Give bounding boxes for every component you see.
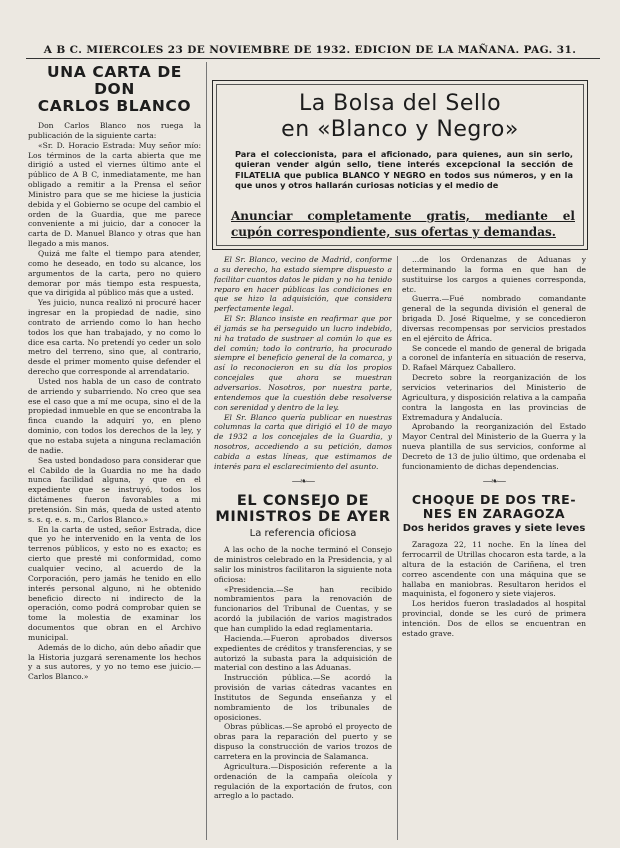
- left-paragraph: «Sr. D. Horacio Estrada: Muy señor mío: Los términos de la carta abierta que me dirigió a usted el viernes último ante el público de A B C, inmediatamente, me han obligado a remitir a la Prensa el señor Ministro para que se me hiciese la justicia debida y el Gobierno se ocupe del cambio el orden de la Guardia, que me parece conveniente a mi juicio, dar a conocer la carta de D. Manuel Blanco y otras que han llegado a mis manos.: [28, 140, 201, 249]
- ad-body: Para el coleccionista, para el aficionado, para quienes, aun sin serlo, quieran vender algún sello, tiene interés excepcional la sección de FILATELIA que publica BLANCO Y NEGRO en todos sus números, y en la que unos y otros hallarán curiosas noticias y el medio de: [235, 149, 573, 191]
- consejo-headline-line-2: MINISTROS DE AYER: [215, 509, 391, 526]
- choque-headline: [402, 493, 586, 521]
- middle-column: [214, 255, 392, 845]
- running-head-text: A B C. MIERCOLES 23 DE NOVIEMBRE DE 1932. EDICION DE LA MAÑANA. PAG. 31.: [43, 44, 577, 56]
- choque-paragraph: Zaragoza 22, 11 noche. En la línea del ferrocarril de Utrillas chocaron esta tarde, a la altura de la estación de Cariñena, el tren correo ascendente con una máquina que se hallaba en maniobras. Resultaron heridos el maquinista, el fogonero y siete viajeros.: [402, 540, 586, 599]
- column-rule: [397, 256, 398, 840]
- choque-headline-line-2: NES EN ZARAGOZA: [422, 506, 566, 522]
- ad-title-line-2: en «Blanco y Negro»: [281, 117, 519, 142]
- right-intro-paragraph: Aprobando la reorganización del Estado Mayor Central del Ministerio de la Guerra y la nueva plantilla de sus servicios, conforme al Decreto de 13 de julio último, que ordenaba el funcionamiento de dichas dependencias.: [402, 422, 586, 471]
- left-paragraph: Yes juicio, nunca realizó ni procuré hacer ingresar en la propiedad de nadie, sino contrato de arriendo como lo han hecho todos los que han trabajado, y no como lo dice esa carta. No pretendí yo ceder un solo metro del terreno, sino que, al contrario, desde el primer momento quise defender el derecho que corresponde al arrendatario.: [28, 298, 201, 377]
- ad-title-line-1: La Bolsa del Sello: [298, 91, 502, 116]
- filatelia-advertisement: [212, 80, 588, 250]
- consejo-headline-line-1: EL CONSEJO DE: [236, 493, 370, 510]
- left-paragraph: Además de lo dicho, aún debo añadir que la Historia juzgará serenamente los hechos y a sus autores, y yo no temo ese juicio.—Carlos Blanco.»: [28, 642, 201, 682]
- left-article: [28, 62, 201, 838]
- ornament-divider: —❧—: [291, 476, 315, 487]
- left-headline: [28, 64, 201, 115]
- header-rule: [26, 58, 600, 59]
- running-head: [0, 44, 620, 56]
- column-rule: [206, 62, 207, 840]
- left-paragraph: Don Carlos Blanco nos ruega la publicación de la siguiente carta:: [28, 121, 201, 140]
- consejo-headline: [214, 493, 392, 525]
- right-intro-paragraph: Decreto sobre la reorganización de los servicios veterinarios del Ministerio de Agricultura, y disposición relativa a la campaña contra la langosta en las provincias de Extremadura y Andalucía.: [402, 373, 586, 422]
- ornament-divider: —❧—: [482, 476, 506, 487]
- right-intro-paragraph: ...de los Ordenanzas de Aduanas y determinando la forma en que han de sustituirse los cargos a quienes corresponda, etc.: [402, 255, 586, 294]
- left-paragraph: Usted nos habla de un caso de contrato de arriendo y subarriendo. No creo que sea ese el caso que a mí me ocupa, sino el de la propiedad inmueble en que se encontraba la finca cuando la adquirí yo, en pleno dominio, con todos los derechos de la ley, y que no estaba sujeta a ninguna reclamación de nadie.: [28, 376, 201, 455]
- left-paragraph: Sea usted bondadoso para considerar que el Cabildo de la Guardia no me ha dado nunca facilidad alguna, y que en el expediente que se instruyó, todos los dictámenes fueron favorables a mi pretensión. Sin más, queda de usted atento s. s. q. e. s. m., Carlos Blanco.»: [28, 455, 201, 524]
- mid-intro-paragraph: El Sr. Blanco, vecino de Madrid, conforme a su derecho, ha estado siempre dispuesto a facilitar cuantos datos le pidan y no ha tenido reparo en hacer públicas las condiciones en que se hizo la adquisición, que considera perfectamente legal.: [214, 255, 392, 314]
- mid-intro-paragraph: El Sr. Blanco quería publicar en nuestras columnas la carta que dirigió el 10 de mayo de 1932 a los concejales de la Guardia, y nosotros, accediendo a su petición, damos cabida a estas líneas, que estimamos de interés para el esclarecimiento del asunto.: [214, 412, 392, 471]
- choque-paragraph: Los heridos fueron trasladados al hospital provincial, donde se les curó de primera intención. Dos de ellos se encuentran en estado grave.: [402, 599, 586, 638]
- right-column: [402, 255, 586, 845]
- right-intro-paragraph: Guerra.—Fué nombrado comandante general de la segunda división el general de brigada D. José Riquelme, y se concedieron diversas recompensas por servicios prestados en el ejército de África.: [402, 294, 586, 343]
- consejo-paragraph: A las ocho de la noche terminó el Consejo de ministros celebrado en la Presidencia, y al salir los ministros facilitaron la siguiente nota oficiosa:: [214, 545, 392, 584]
- consejo-paragraph: Hacienda.—Fueron aprobados diversos expedientes de créditos y transferencias, y se autorizó la subasta para la adquisición de material con destino a las Aduanas.: [214, 633, 392, 673]
- consejo-paragraph: Instrucción pública.—Se acordó la provisión de varias cátedras vacantes en Institutos de Segunda enseñanza y el nombramiento de los tribunales de oposiciones.: [214, 673, 392, 722]
- left-headline-line-1: UNA CARTA DE DON: [47, 63, 182, 98]
- left-paragraph: Quizá me falte el tiempo para atender, como he deseado, en todo su alcance, los argumentos de la carta, pero no quiero demorar por más tiempo esta respuesta, que va dirigida al público más que a usted.: [28, 248, 201, 298]
- ad-emphasis: Anunciar completamente gratis, mediante el cupón correspondiente, sus ofertas y demandas.: [231, 209, 575, 239]
- left-headline-line-2: CARLOS BLANCO: [37, 97, 192, 115]
- consejo-paragraph: Agricultura.—Disposición referente a la ordenación de la campaña oleícola y regulación de la exportación de frutos, con arreglo a lo pactado.: [214, 761, 392, 801]
- consejo-subhead: La referencia oficiosa: [249, 528, 357, 540]
- choque-headline-line-1: CHOQUE DE DOS TRE-: [411, 492, 577, 508]
- choque-subhead: Dos heridos graves y siete leves: [402, 523, 586, 535]
- mid-intro-paragraph: El Sr. Blanco insiste en reafirmar que por él jamás se ha perseguido un lucro indebido, ni ha tratado de sustraer al común lo que es del común; todo lo contrario, ha procurado siempre el beneficio general de la comarca, y así lo reconocieron en su día los propios concejales que ahora se muestran adversarios. Nosotros, por nuestra parte, entendemos que la cuestión debe resolverse con serenidad y dentro de la ley.: [214, 314, 392, 412]
- left-paragraph: En la carta de usted, señor Estrada, dice que yo he intervenido en la venta de los terrenos públicos, y esto no es exacto; es cierto que presté mi conformidad, como cualquier vecino, al acuerdo de la Corporación, pero jamás he tenido en ello interés personal alguno, ni he obtenido beneficio directo ni indirecto de la operación, como podrá comprobar quien se tome la molestia de examinar los documentos que obran en el Archivo municipal.: [28, 524, 201, 642]
- right-intro-paragraph: Se concede el mando de general de brigada a coronel de infantería en situación de reserva, D. Rafael Márquez Caballero.: [402, 343, 586, 373]
- consejo-paragraph: Obras públicas.—Se aprobó el proyecto de obras para la reparación del puerto y se dispuso la construcción de varios trozos de carretera en la provincia de Salamanca.: [214, 722, 392, 761]
- consejo-paragraph: «Presidencia.—Se han recibido nombramientos para la renovación de funcionarios del Tribunal de Cuentas, y se acordó la jubilación de varios magistrados que han cumplido la edad reglamentaria.: [214, 584, 392, 633]
